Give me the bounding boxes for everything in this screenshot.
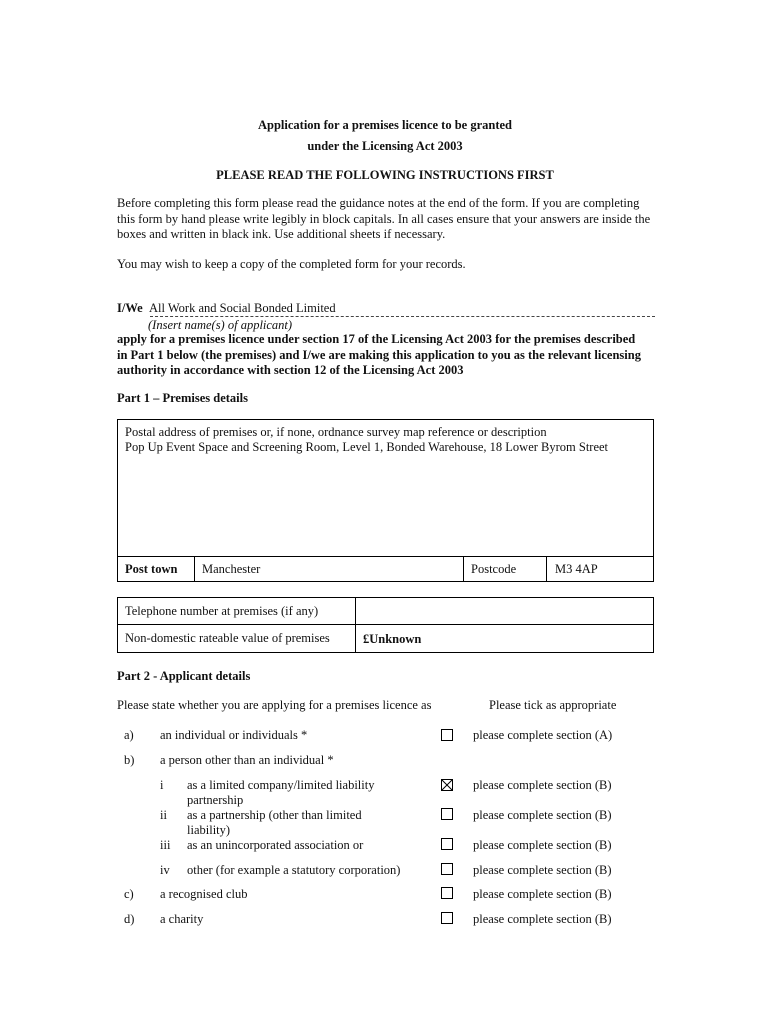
- postcode-field[interactable]: M3 4AP: [555, 562, 598, 576]
- option-action: please complete section (B): [473, 838, 612, 852]
- post-town-label: Post town: [125, 562, 178, 576]
- option-action: please complete section (B): [473, 778, 612, 792]
- applicant-name-hint: (Insert name(s) of applicant): [148, 318, 293, 332]
- applicant-name-field[interactable]: All Work and Social Bonded Limited: [149, 301, 336, 315]
- sub-option-marker: ii: [160, 808, 167, 822]
- checkbox-unincorporated[interactable]: [441, 838, 453, 850]
- option-label-unincorporated: as an unincorporated association or: [187, 838, 364, 852]
- rateable-value-field[interactable]: £Unknown: [363, 632, 422, 646]
- option-action: please complete section (B): [473, 887, 612, 901]
- checkbox-limited-company[interactable]: [441, 779, 453, 791]
- checkbox-recognised-club[interactable]: [441, 887, 453, 899]
- option-label-recognised-club: a recognised club: [160, 887, 248, 901]
- tick-header: Please tick as appropriate: [489, 698, 617, 712]
- records-note: You may wish to keep a copy of the completed form for your records.: [117, 257, 466, 271]
- option-marker: d): [124, 912, 135, 926]
- option-label-other: other (for example a statutory corporation): [187, 863, 401, 877]
- intro-paragraph: Before completing this form please read the guidance notes at the end of the form. If you are completing this form by hand please write legibly in block capitals. In all cases ensure that your answers are inside the boxes and written in black ink. Use additional sheets if necessary.: [117, 196, 651, 241]
- option-action: please complete section (A): [473, 728, 613, 742]
- part2-heading: Part 2 - Applicant details: [117, 669, 251, 683]
- checkbox-other[interactable]: [441, 863, 453, 875]
- option-action: please complete section (B): [473, 912, 612, 926]
- checked-x-icon: [442, 780, 452, 790]
- part1-heading: Part 1 – Premises details: [117, 391, 248, 405]
- applicant-type-question: Please state whether you are applying for a premises licence as: [117, 698, 432, 712]
- post-town-field[interactable]: Manchester: [202, 562, 261, 576]
- option-marker: c): [124, 887, 134, 901]
- form-title-line2: under the Licensing Act 2003: [307, 139, 463, 153]
- checkbox-individual[interactable]: [441, 729, 453, 741]
- form-title-line1: Application for a premises licence to be granted: [257, 118, 513, 132]
- post-town-divider: [117, 556, 654, 557]
- option-label-limited-company: as a limited company/limited liability partnership: [187, 778, 375, 807]
- option-label-non-individual: a person other than an individual *: [160, 753, 334, 767]
- postcode-label: Postcode: [471, 562, 517, 576]
- applicant-prefix: I/We: [117, 301, 143, 315]
- address-field[interactable]: Pop Up Event Space and Screening Room, Level 1, Bonded Warehouse, 18 Lower Byrom Street: [125, 440, 609, 454]
- checkbox-charity[interactable]: [441, 912, 453, 924]
- sub-option-marker: i: [160, 778, 164, 792]
- option-marker: b): [124, 753, 135, 767]
- checkbox-partnership[interactable]: [441, 808, 453, 820]
- applicant-name-line: [150, 316, 655, 317]
- rateable-value-label: Non-domestic rateable value of premises: [125, 631, 330, 645]
- telephone-label: Telephone number at premises (if any): [125, 604, 319, 618]
- sub-option-marker: iv: [160, 863, 170, 877]
- option-label-charity: a charity: [160, 912, 204, 926]
- option-label-partnership: as a partnership (other than limited liability): [187, 808, 362, 837]
- option-action: please complete section (B): [473, 808, 612, 822]
- sub-option-marker: iii: [160, 838, 171, 852]
- address-label: Postal address of premises or, if none, ordnance survey map reference or description: [125, 425, 547, 439]
- option-label-individual: an individual or individuals *: [160, 728, 308, 742]
- option-marker: a): [124, 728, 134, 742]
- applicant-statement: apply for a premises licence under section 17 of the Licensing Act 2003 for the premises described in Part 1 below (the premises) and I/we are making this application to you as the relevant licensing authority in accordance with section 12 of the Licensing Act 2003: [117, 332, 641, 377]
- instructions-heading: PLEASE READ THE FOLLOWING INSTRUCTIONS FIRST: [216, 168, 554, 182]
- option-action: please complete section (B): [473, 863, 612, 877]
